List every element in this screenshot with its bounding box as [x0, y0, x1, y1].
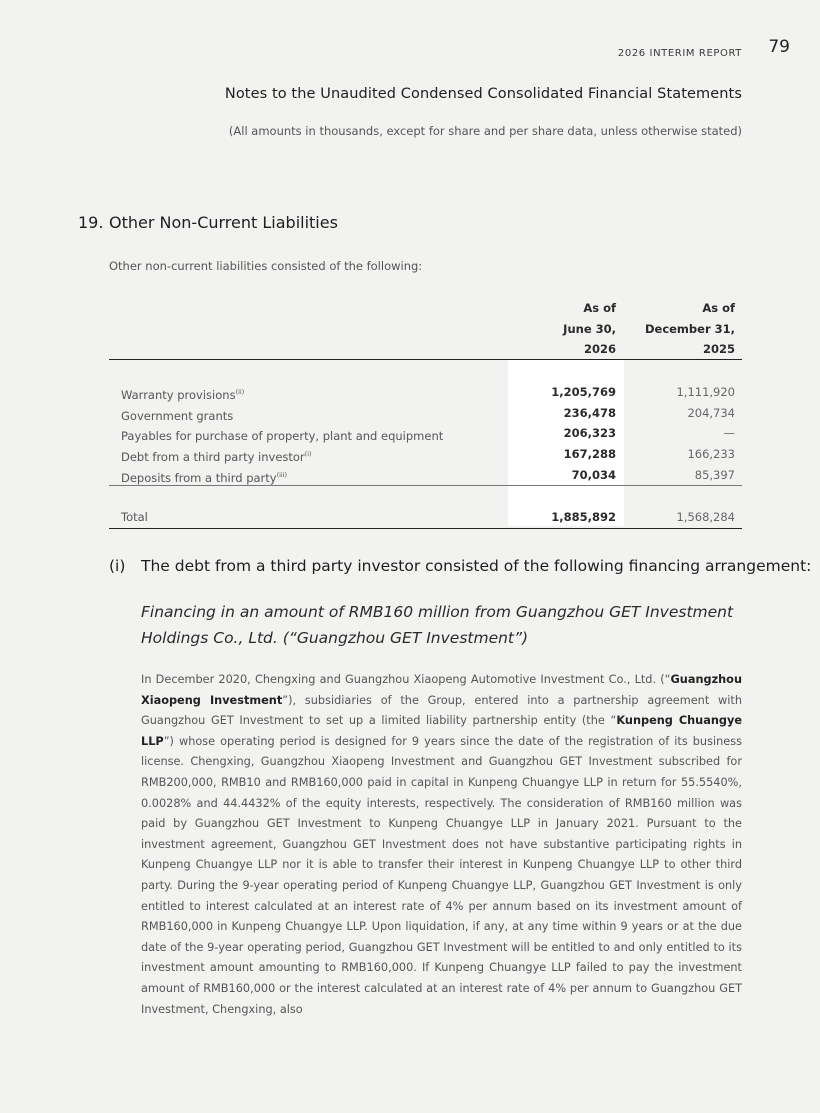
row-label-text: Government grants: [121, 408, 234, 423]
page-number: 79: [768, 37, 790, 57]
total-label: Total: [121, 510, 148, 525]
section-title: Other Non-Current Liabilities: [109, 213, 338, 232]
table-header: [109, 298, 742, 360]
subsection-number: (i): [109, 557, 126, 575]
report-label: 2026 INTERIM REPORT: [617, 48, 742, 59]
section-number: 19.: [78, 213, 104, 232]
section-heading: [78, 213, 338, 232]
value-june: 1,205,769: [551, 385, 616, 399]
column-header-line: June 30,: [563, 321, 616, 336]
column-header-line: As of: [583, 301, 616, 315]
paragraph-text: ”) whose operating period is designed for 9 years since the date of the registration of its business license. Chengxing, Guangzhou Xiaopeng Investment and Guangzhou GET Investment subscribed for RMB200,000, RMB10 and RMB160,000 paid in capital in Kunpeng Chuangye LLP in return for 55.5540%, 0.0028% and 44.4432% of the equity interests, respectively. The consideration of RMB160 million was paid by Guangzhou GET Investment to Kunpeng Chuangye LLP in January 2021. Pursuant to the investment agreement, Guangzhou GET Investment does not have substantive participating rights in Kunpeng Chuangye LLP nor it is able to transfer their interest in Kunpeng Chuangye LLP to other third party. During the 9-year operating period of Kunpeng Chuangye LLP, Guangzhou GET Investment is only entitled to interest calculated at an interest rate of 4% per annum based on its investment amount of RMB160,000 in Kunpeng Chuangye LLP. Upon liquidation, if any, at any time within 9 years or at the due date of the 9-year operating period, Guangzhou GET Investment will be entitled to and only entitled to its investment amount amounting to RMB160,000. If Kunpeng Chuangye LLP failed to pay the investment amount of RMB160,000 or the interest calculated at an interest rate of 4% per annum to Guangzhou GET Investment, Chengxing, also: [141, 734, 742, 1016]
table-body: [109, 382, 742, 529]
value-december: 85,397: [694, 467, 735, 482]
paragraph-text: ”), subsidiaries of the Group, entered into a partnership agreement with Guangzhou GET Investment to set up a limited liability partnership entity (the “: [141, 693, 742, 728]
row-label-text: Warranty provisions: [121, 388, 236, 402]
value-december: 166,233: [687, 447, 735, 462]
value-june: 70,034: [571, 467, 616, 482]
notes-subtitle: (All amounts in thousands, except for share and per share data, unless otherwise stated): [228, 124, 742, 138]
table-total-row: [109, 507, 742, 529]
value-june: 236,478: [563, 405, 616, 420]
row-label-text: Payables for purchase of property, plant and equipment: [121, 429, 444, 444]
financing-heading: Financing in an amount of RMB160 million from Guangzhou GET Investment Holdings Co., Ltd. (“Guangzhou GET Investment”): [141, 603, 734, 647]
column-header-line: December 31,: [644, 321, 735, 336]
column-header-june: [563, 298, 616, 360]
total-december: 1,568,284: [676, 510, 735, 525]
body-paragraph: [141, 670, 742, 1020]
section-intro: Other non-current liabilities consisted of the following:: [109, 259, 423, 273]
liabilities-table: [109, 298, 742, 529]
table-row: [109, 403, 742, 424]
value-december: 1,111,920: [676, 385, 735, 399]
column-header-line: 2025: [702, 342, 735, 356]
value-june: 206,323: [563, 426, 616, 441]
defined-term: Guangzhou Xiaopeng Investment: [141, 673, 742, 707]
total-june: 1,885,892: [551, 510, 616, 525]
row-label-text: Debt from a third party investor: [121, 450, 305, 465]
table-row: [109, 465, 742, 487]
defined-term: Kunpeng Chuangye LLP: [141, 714, 742, 748]
notes-title: Notes to the Unaudited Condensed Consolidated Financial Statements: [224, 86, 742, 102]
value-june: 167,288: [563, 447, 616, 462]
subsection-title: The debt from a third party investor consisted of the following financing arrangement:: [141, 557, 812, 575]
row-label: [121, 465, 287, 489]
table-row: [109, 423, 742, 444]
column-header-line: 2026: [583, 342, 616, 356]
footnote-ref: (ii): [235, 388, 245, 396]
value-december: —: [723, 426, 735, 441]
footnote-ref: (iii): [276, 470, 288, 479]
footnote-ref: (i): [304, 450, 312, 459]
row-label-text: Deposits from a third party: [121, 470, 277, 485]
table-row: [109, 444, 742, 465]
column-header-line: As of: [702, 301, 735, 315]
value-december: 204,734: [687, 405, 735, 420]
column-header-december: [645, 298, 735, 360]
table-row: [109, 382, 742, 403]
paragraph-text: In December 2020, Chengxing and Guangzhou Xiaopeng Automotive Investment Co., Ltd. (“: [141, 673, 671, 686]
subsection-heading: [109, 557, 811, 575]
